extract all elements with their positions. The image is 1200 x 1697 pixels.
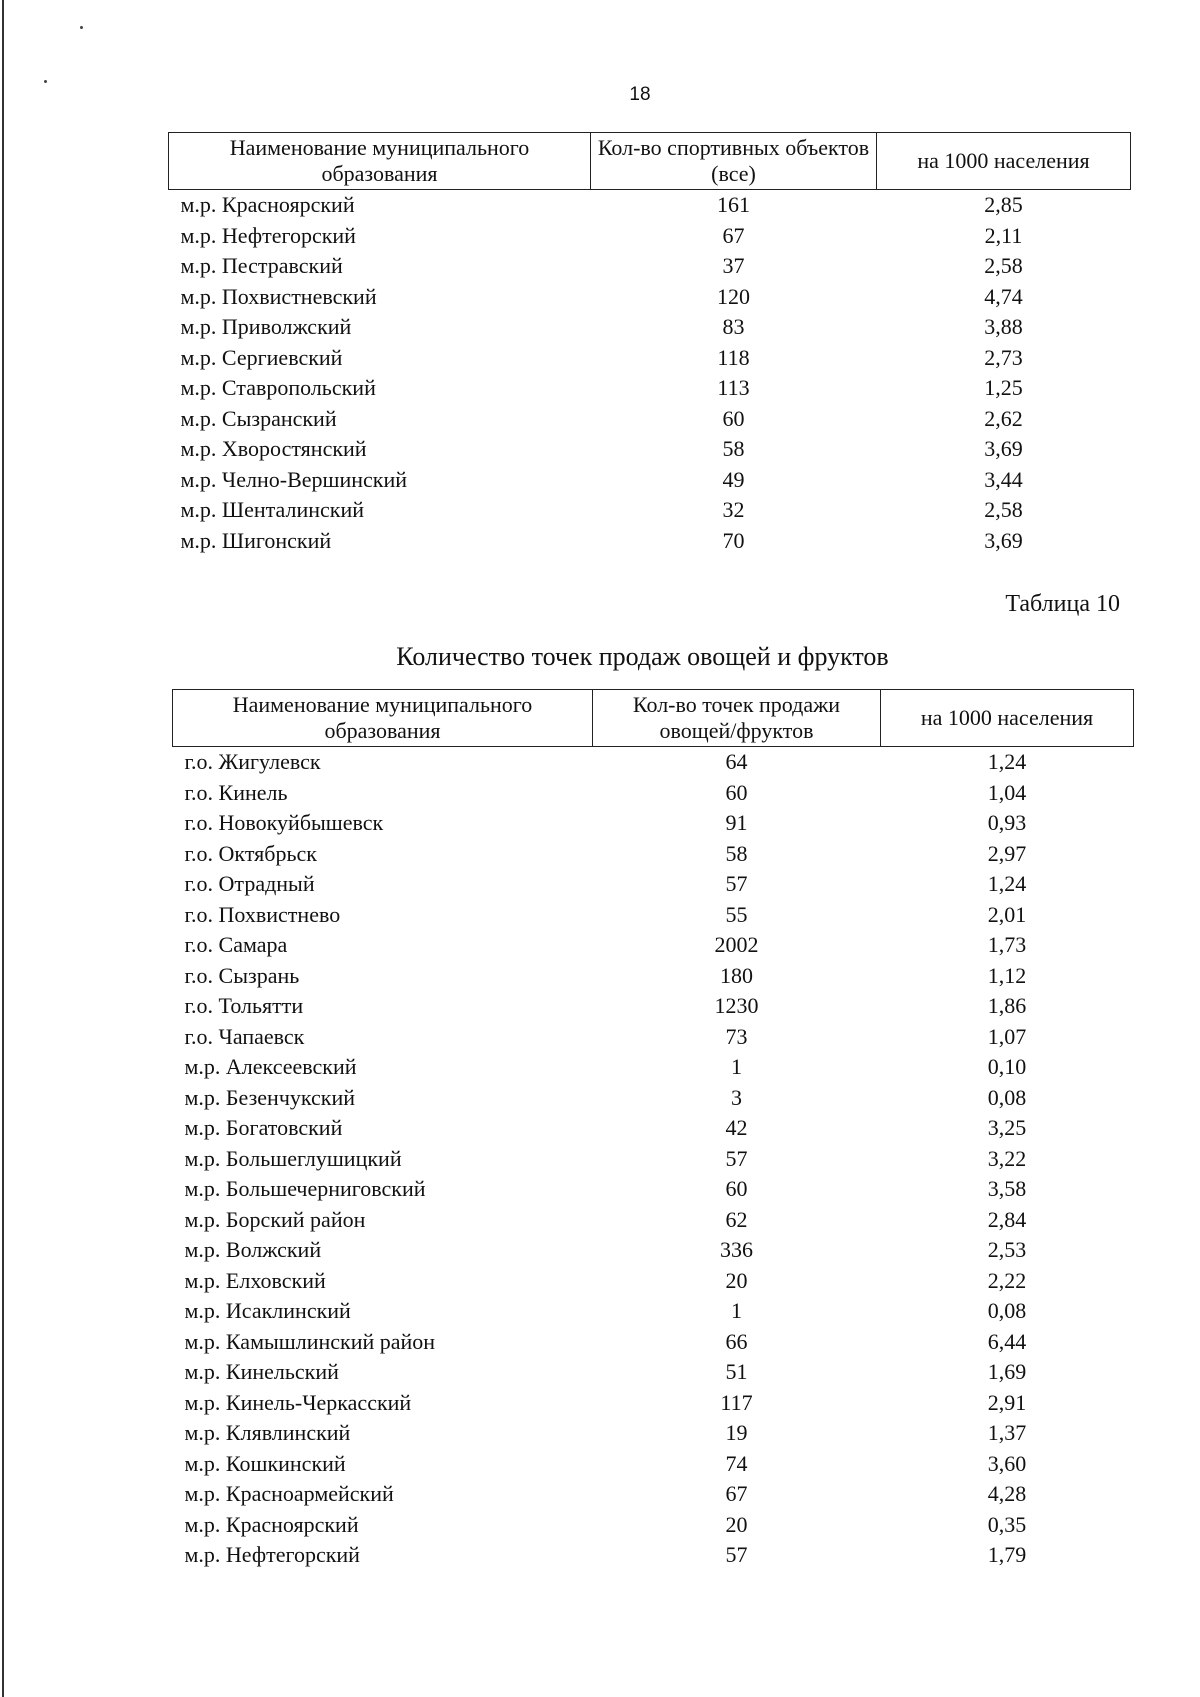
cell-municipality: м.р. Елховский (184, 1267, 326, 1293)
cell-count: 64 (725, 749, 748, 774)
cell-municipality: г.о. Новокуйбышевск (184, 810, 384, 835)
table-row (173, 1083, 1134, 1114)
cell-per-1000: 1,25 (984, 375, 1023, 400)
cell-count: 83 (722, 314, 745, 339)
cell-count: 62 (725, 1206, 748, 1232)
cell-municipality: г.о. Тольятти (184, 993, 304, 1018)
scan-left-border (2, 0, 4, 1697)
table-row (173, 839, 1134, 870)
cell-per-1000: 2,58 (984, 497, 1023, 522)
scan-speck (44, 80, 47, 83)
cell-count: 1 (731, 1054, 742, 1079)
cell-count: 57 (725, 1542, 748, 1567)
cell-municipality: м.р. Борский район (184, 1206, 366, 1232)
cell-count: 336 (720, 1237, 753, 1262)
scan-speck (80, 26, 83, 29)
table-row (173, 1266, 1134, 1297)
cell-municipality: г.о. Кинель (184, 779, 288, 805)
table-row (173, 961, 1134, 992)
cell-per-1000: 3,69 (984, 436, 1023, 461)
sports-facilities-table (168, 132, 1131, 556)
table-row (169, 465, 1131, 496)
table-row (173, 1449, 1134, 1480)
cell-per-1000: 3,44 (984, 466, 1023, 492)
cell-count: 57 (725, 871, 748, 896)
cell-municipality: м.р. Приволжский (180, 314, 352, 339)
cell-per-1000: 3,22 (987, 1145, 1027, 1171)
table-body (173, 747, 1134, 1571)
cell-per-1000: 4,28 (987, 1481, 1027, 1506)
cell-count: 70 (722, 527, 745, 553)
table-row (169, 526, 1131, 557)
cell-per-1000: 1,69 (987, 1359, 1027, 1384)
produce-points-table (172, 689, 1134, 1571)
cell-count: 117 (720, 1389, 753, 1415)
cell-per-1000: 0,08 (987, 1084, 1027, 1110)
cell-municipality: г.о. Самара (184, 932, 288, 957)
table-row (173, 1205, 1134, 1236)
cell-per-1000: 1,86 (987, 993, 1027, 1018)
header-municipality: Наименование муниципального образования (173, 690, 593, 747)
cell-municipality: м.р. Большечерниговский (184, 1176, 426, 1201)
cell-count: 51 (725, 1359, 748, 1384)
cell-municipality: м.р. Шенталинский (180, 497, 365, 522)
cell-count: 49 (722, 466, 745, 492)
cell-count: 32 (722, 497, 745, 522)
cell-municipality: м.р. Сызранский (180, 405, 337, 431)
cell-per-1000: 4,74 (984, 283, 1023, 309)
table-row (173, 1052, 1134, 1083)
table-row (173, 808, 1134, 839)
cell-per-1000: 3,25 (987, 1115, 1027, 1140)
table-row (169, 312, 1131, 343)
table-row (173, 747, 1134, 778)
header-count: Кол-во спортивных объектов (все) (591, 133, 877, 190)
cell-per-1000: 2,01 (987, 901, 1027, 927)
table-row (173, 1357, 1134, 1388)
cell-per-1000: 1,24 (987, 749, 1027, 774)
table-label: Таблица 10 (1005, 591, 1120, 617)
table-row (173, 1296, 1134, 1327)
table-row (169, 282, 1131, 313)
cell-municipality: м.р. Безенчукский (184, 1084, 356, 1110)
cell-per-1000: 1,07 (987, 1023, 1027, 1049)
header-count: Кол-во точек продажи овощей/фруктов (593, 690, 881, 747)
cell-municipality: м.р. Шигонский (180, 527, 332, 553)
table-row (169, 404, 1131, 435)
header-per-1000: на 1000 населения (877, 133, 1131, 190)
cell-per-1000: 2,85 (984, 192, 1023, 217)
table-row (169, 434, 1131, 465)
cell-per-1000: 1,73 (987, 932, 1027, 957)
cell-municipality: м.р. Алексеевский (184, 1054, 357, 1079)
cell-municipality: м.р. Нефтегорский (180, 222, 356, 248)
cell-municipality: г.о. Сызрань (184, 962, 300, 988)
header-municipality: Наименование муниципального образования (169, 133, 591, 190)
cell-count: 120 (717, 283, 750, 309)
cell-per-1000: 2,58 (984, 253, 1023, 278)
cell-count: 20 (725, 1511, 748, 1537)
cell-count: 37 (722, 253, 745, 278)
cell-count: 67 (725, 1481, 748, 1506)
table-row (173, 1235, 1134, 1266)
cell-per-1000: 1,37 (987, 1420, 1027, 1445)
table-row (173, 930, 1134, 961)
cell-count: 60 (725, 1176, 748, 1201)
table-row (173, 1144, 1134, 1175)
table-row (173, 1022, 1134, 1053)
cell-count: 161 (717, 192, 750, 217)
cell-count: 74 (725, 1450, 748, 1476)
cell-municipality: г.о. Отрадный (184, 871, 315, 896)
header-per-1000: на 1000 населения (881, 690, 1134, 747)
cell-count: 2002 (714, 932, 759, 957)
cell-count: 180 (720, 962, 753, 988)
table-row (169, 190, 1131, 221)
cell-municipality: м.р. Кинельский (184, 1359, 339, 1384)
table-title: Количество точек продаж овощей и фруктов (396, 642, 889, 671)
cell-municipality: м.р. Пестравский (180, 253, 343, 278)
cell-municipality: м.р. Челно-Вершинский (180, 466, 407, 492)
cell-count: 1 (731, 1298, 742, 1323)
table-header-row (169, 133, 1131, 190)
cell-municipality: м.р. Похвистневский (180, 283, 377, 309)
cell-count: 3 (731, 1084, 742, 1110)
cell-count: 57 (725, 1145, 748, 1171)
cell-per-1000: 0,10 (987, 1054, 1027, 1079)
cell-municipality: м.р. Сергиевский (180, 344, 343, 370)
table-row (173, 1388, 1134, 1419)
cell-municipality: м.р. Красноярский (184, 1511, 359, 1537)
table-row (173, 1327, 1134, 1358)
cell-count: 60 (722, 405, 745, 431)
table-row (173, 869, 1134, 900)
cell-count: 66 (725, 1328, 748, 1354)
cell-municipality: м.р. Исаклинский (184, 1298, 351, 1323)
cell-municipality: м.р. Клявлинский (184, 1420, 351, 1445)
cell-municipality: м.р. Ставропольский (180, 375, 376, 400)
cell-per-1000: 2,97 (987, 840, 1027, 866)
cell-municipality: м.р. Большеглушицкий (184, 1145, 402, 1171)
cell-count: 58 (722, 436, 745, 461)
cell-count: 113 (717, 375, 750, 400)
cell-per-1000: 3,88 (984, 314, 1023, 339)
table-row (169, 373, 1131, 404)
cell-per-1000: 2,11 (984, 222, 1023, 248)
table-row (169, 495, 1131, 526)
cell-count: 67 (722, 222, 745, 248)
cell-count: 73 (725, 1023, 748, 1049)
table-row (173, 1479, 1134, 1510)
cell-municipality: г.о. Чапаевск (184, 1023, 305, 1049)
cell-municipality: м.р. Кошкинский (184, 1450, 346, 1476)
table-row (173, 1113, 1134, 1144)
cell-per-1000: 0,35 (987, 1511, 1027, 1537)
cell-municipality: г.о. Жигулевск (184, 749, 321, 774)
cell-per-1000: 1,12 (987, 962, 1027, 988)
cell-per-1000: 1,04 (987, 779, 1027, 805)
cell-municipality: м.р. Красноярский (180, 192, 355, 217)
cell-count: 60 (725, 779, 748, 805)
cell-per-1000: 2,53 (987, 1237, 1027, 1262)
cell-count: 20 (725, 1267, 748, 1293)
table-row (173, 1418, 1134, 1449)
cell-municipality: м.р. Нефтегорский (184, 1542, 360, 1567)
cell-count: 91 (725, 810, 748, 835)
cell-per-1000: 2,73 (984, 344, 1023, 370)
table-row (173, 1174, 1134, 1205)
cell-per-1000: 2,62 (984, 405, 1023, 431)
table-row (169, 251, 1131, 282)
cell-municipality: м.р. Хворостянский (180, 436, 367, 461)
cell-count: 118 (717, 344, 750, 370)
page-number: 18 (629, 84, 651, 105)
cell-count: 42 (725, 1115, 748, 1140)
table-row (173, 778, 1134, 809)
cell-per-1000: 6,44 (987, 1328, 1027, 1354)
cell-count: 1230 (714, 993, 759, 1018)
table-row (173, 1510, 1134, 1541)
cell-municipality: м.р. Камышлинский район (184, 1328, 436, 1354)
cell-per-1000: 2,91 (987, 1389, 1027, 1415)
cell-count: 19 (725, 1420, 748, 1445)
cell-municipality: г.о. Октябрьск (184, 840, 317, 866)
cell-per-1000: 0,93 (987, 810, 1027, 835)
table-row (173, 1540, 1134, 1571)
cell-per-1000: 1,24 (987, 871, 1027, 896)
cell-per-1000: 2,84 (987, 1206, 1027, 1232)
cell-count: 58 (725, 840, 748, 866)
cell-per-1000: 1,79 (987, 1542, 1027, 1567)
cell-municipality: м.р. Волжский (184, 1237, 322, 1262)
cell-municipality: м.р. Кинель-Черкасский (184, 1389, 412, 1415)
table-body (169, 190, 1131, 557)
cell-per-1000: 3,60 (987, 1450, 1027, 1476)
cell-count: 55 (725, 901, 748, 927)
cell-municipality: м.р. Богатовский (184, 1115, 343, 1140)
cell-per-1000: 3,58 (987, 1176, 1027, 1201)
table-row (173, 900, 1134, 931)
cell-municipality: г.о. Похвистнево (184, 901, 341, 927)
table-row (169, 221, 1131, 252)
table-header-row (173, 690, 1134, 747)
cell-municipality: м.р. Красноармейский (184, 1481, 394, 1506)
table-row (169, 343, 1131, 374)
cell-per-1000: 2,22 (987, 1267, 1027, 1293)
cell-per-1000: 0,08 (987, 1298, 1027, 1323)
table-row (173, 991, 1134, 1022)
cell-per-1000: 3,69 (984, 527, 1023, 553)
